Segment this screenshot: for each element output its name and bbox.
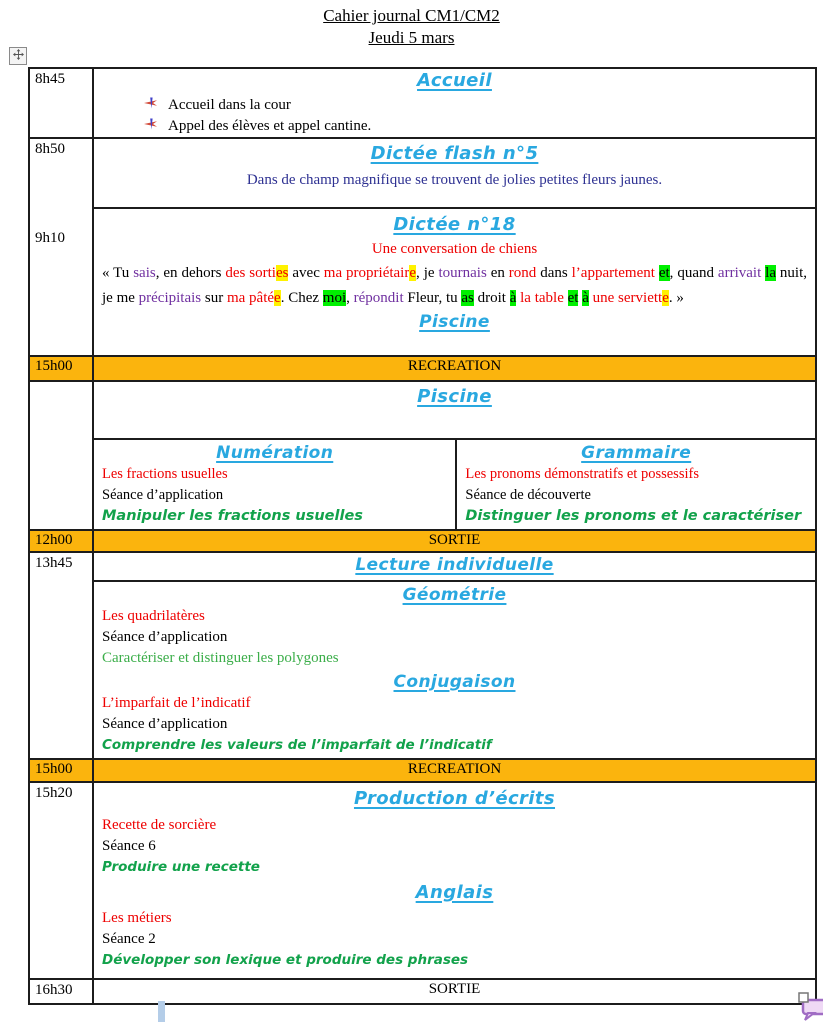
row-recreation-2 — [30, 758, 815, 781]
plane-bullet-icon — [144, 95, 159, 116]
seance-line: Séance 2 — [102, 931, 156, 947]
time-cell — [30, 382, 94, 529]
time-cell — [30, 783, 94, 978]
dictation-title: Une conversation de chiens — [371, 241, 538, 257]
time-label: 13h45 — [35, 555, 73, 571]
table-move-handle[interactable] — [9, 47, 27, 65]
topic-line: Les quadrilatères — [102, 608, 205, 624]
time-cell — [30, 531, 94, 551]
band-label: SORTIE — [428, 981, 481, 997]
time-cell — [30, 980, 94, 1003]
band-label: SORTIE — [428, 532, 481, 548]
activity-heading: Géométrie — [402, 585, 507, 605]
activity-heading: Accueil — [417, 70, 492, 91]
bullet-text: Accueil dans la cour — [168, 97, 291, 113]
bullet-list — [94, 93, 815, 137]
activity-heading: Anglais — [415, 882, 494, 903]
split-cell — [94, 438, 815, 529]
geometrie-conjugaison-cell — [94, 580, 815, 758]
band-label: RECREATION — [407, 761, 502, 777]
time-label: 8h50 — [35, 141, 65, 157]
dictee-18-cell — [94, 207, 815, 355]
content-cell — [94, 69, 815, 137]
topic-line: Recette de sorcière — [102, 817, 217, 833]
seance-line: Séance d’application — [102, 487, 224, 503]
content-cell — [94, 139, 815, 355]
objective-line: Distinguer les pronoms et le caractériser — [465, 508, 802, 524]
activity-heading: Grammaire — [581, 443, 692, 463]
seance-line: Séance d’application — [102, 629, 228, 645]
page-date: Jeudi 5 mars — [368, 28, 455, 47]
activity-heading: Piscine — [419, 312, 490, 332]
seance-line: Séance de découverte — [465, 487, 591, 503]
piscine-cell — [94, 385, 815, 438]
topic-line: L’imparfait de l’indicatif — [102, 695, 251, 711]
schedule-table — [28, 67, 817, 1005]
row-production-anglais — [30, 781, 815, 978]
dictee-flash-cell — [94, 142, 815, 207]
seance-line: Séance d’application — [102, 716, 228, 732]
objective-line: Caractériser et distinguer les polygones — [102, 650, 339, 666]
lecture-cell — [94, 554, 815, 580]
comment-bubble-icon[interactable] — [795, 992, 823, 1024]
row-recreation-1 — [30, 355, 815, 380]
topic-line: Les métiers — [102, 910, 172, 926]
time-label: 9h10 — [35, 230, 65, 246]
row-dictees — [30, 137, 815, 355]
row-apres-midi — [30, 551, 815, 758]
activity-heading: Lecture individuelle — [355, 555, 554, 575]
numeration-cell — [94, 440, 457, 529]
activity-heading: Dictée n°18 — [393, 214, 516, 235]
dictation-sentence: Dans de champ magnifique se trouvent de jolies petites fleurs jaunes. — [246, 172, 663, 188]
dictation-paragraph: « Tu sais, en dehors des sorties avec ma propriétaire, je tournais en rond dans l’appartement et, quand arrivait la nuit, je me précipitais sur ma pâtée. Chez moi, répondit Fleur, tu as droit à la table et à une serviette. » — [102, 265, 807, 306]
band-label: RECREATION — [407, 358, 502, 374]
row-accueil — [30, 69, 815, 137]
objective-line: Manipuler les fractions usuelles — [102, 508, 363, 524]
time-label: 15h00 — [35, 358, 73, 374]
text-cursor — [158, 1001, 165, 1022]
activity-heading: Dictée flash n°5 — [370, 143, 539, 164]
seance-line: Séance 6 — [102, 838, 156, 854]
list-item — [144, 116, 815, 137]
time-cell — [30, 357, 94, 380]
time-label: 16h30 — [35, 982, 73, 998]
time-cell — [30, 139, 94, 355]
time-label: 15h20 — [35, 785, 73, 801]
activity-heading: Piscine — [417, 386, 492, 407]
row-sortie-2 — [30, 978, 815, 1003]
time-cell — [30, 760, 94, 781]
topic-line: Les fractions usuelles — [102, 466, 228, 482]
grammaire-cell — [457, 440, 815, 529]
objective-line: Produire une recette — [102, 859, 260, 875]
time-label: 15h00 — [35, 761, 73, 777]
content-cell — [94, 553, 815, 758]
content-cell — [94, 783, 815, 978]
bullet-text: Appel des élèves et appel cantine. — [168, 118, 372, 134]
plane-bullet-icon — [144, 116, 159, 137]
page-title: Cahier journal CM1/CM2 — [323, 6, 500, 25]
objective-line: Comprendre les valeurs de l’imparfait de l’indicatif — [102, 737, 492, 753]
activity-heading: Conjugaison — [393, 672, 516, 692]
time-label: 8h45 — [35, 71, 65, 87]
move-arrows-icon — [13, 47, 24, 65]
content-cell — [94, 382, 815, 529]
row-sortie-1 — [30, 529, 815, 551]
list-item — [144, 95, 815, 116]
row-piscine-matieres — [30, 380, 815, 529]
time-label: 12h00 — [35, 532, 73, 548]
activity-heading: Numération — [216, 443, 334, 463]
objective-line: Développer son lexique et produire des phrases — [102, 952, 469, 968]
time-cell — [30, 553, 94, 758]
activity-heading: Production d’écrits — [353, 788, 556, 809]
topic-line: Les pronoms démonstratifs et possessifs — [465, 466, 699, 482]
time-cell — [30, 69, 94, 137]
